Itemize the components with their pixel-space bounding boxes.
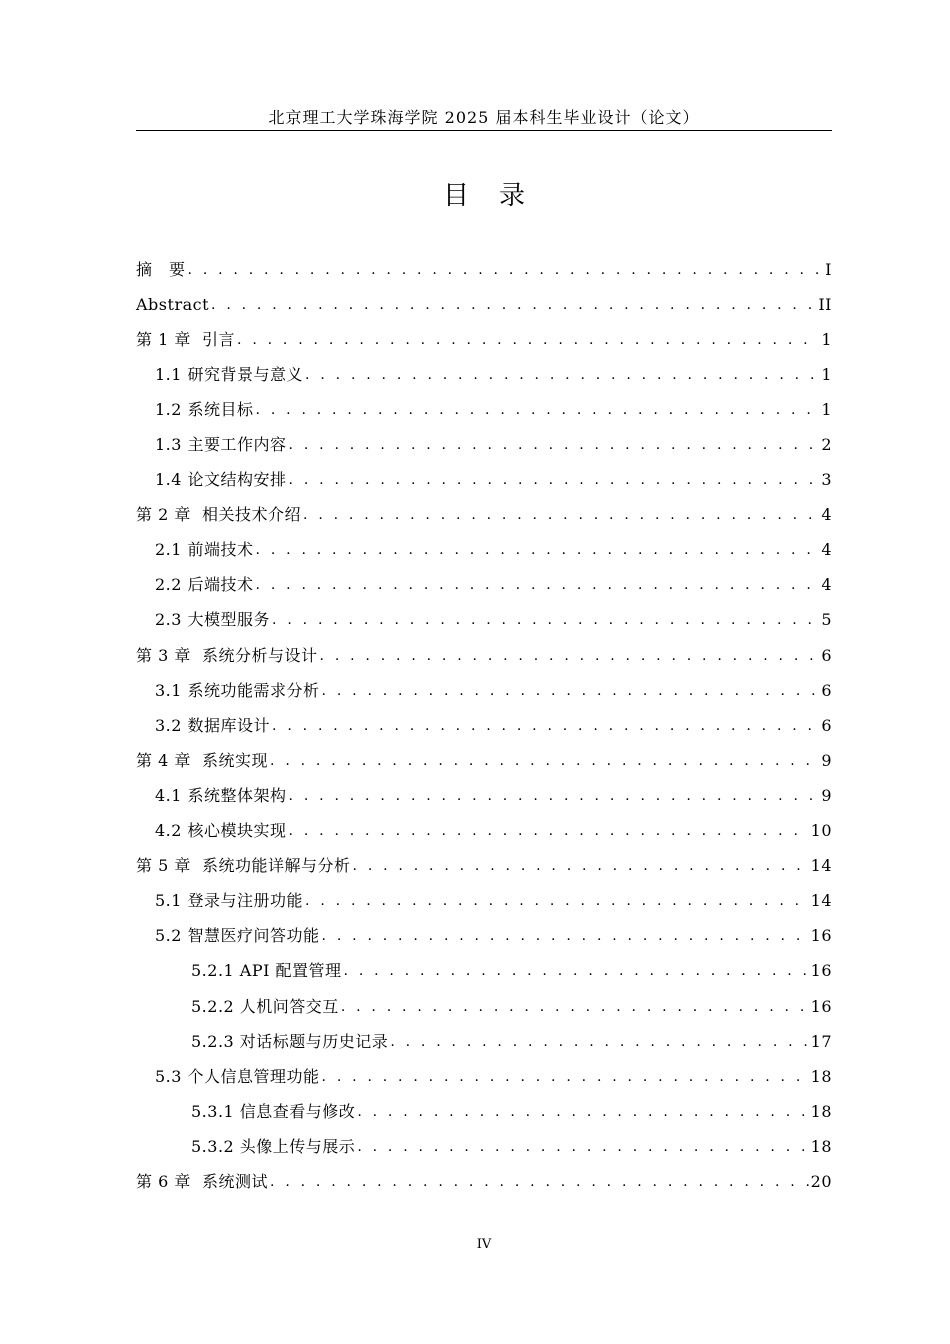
toc-entry-page: 2 xyxy=(821,435,832,455)
toc-entry-page: 18 xyxy=(810,1136,832,1156)
toc-entry-label: 4.1 系统整体架构 xyxy=(155,785,287,805)
toc-entry[interactable] xyxy=(136,287,832,322)
toc-entry-label: 第 1 章 引言 xyxy=(136,329,236,349)
toc-entry-page: I xyxy=(825,259,832,279)
toc-entry-label: 5.1 登录与注册功能 xyxy=(155,891,304,911)
dot-leader xyxy=(305,891,809,911)
toc-entry-label: Abstract xyxy=(136,294,210,314)
toc-entry-page: 4 xyxy=(821,540,832,560)
toc-entry[interactable] xyxy=(136,778,832,813)
dot-leader xyxy=(272,716,819,736)
toc-entry-page: 16 xyxy=(810,961,832,981)
toc-entry-label: 第 4 章 系统实现 xyxy=(136,750,269,770)
dot-leader xyxy=(211,295,816,315)
dot-leader xyxy=(322,1067,809,1087)
toc-entry[interactable] xyxy=(136,498,832,533)
toc-entry-page: 9 xyxy=(821,750,832,770)
dot-leader xyxy=(256,575,820,595)
dot-leader xyxy=(270,751,819,771)
dot-leader xyxy=(341,997,809,1017)
toc-entry-page: 1 xyxy=(821,329,832,349)
toc-entry-page: 3 xyxy=(821,470,832,490)
dot-leader xyxy=(237,330,819,350)
toc-entry[interactable] xyxy=(136,743,832,778)
dot-leader xyxy=(390,1032,808,1052)
toc-entry[interactable] xyxy=(136,1164,832,1199)
toc-entry-page: 5 xyxy=(821,610,832,630)
dot-leader xyxy=(289,470,820,490)
dot-leader xyxy=(256,540,820,560)
toc-entry-page: 4 xyxy=(821,505,832,525)
toc-entry-label: 4.2 核心模块实现 xyxy=(155,821,287,841)
toc-entry-label: 5.2.2 人机问答交互 xyxy=(191,996,339,1016)
dot-leader xyxy=(320,646,820,666)
toc-entry[interactable] xyxy=(136,1094,832,1129)
toc-entry[interactable] xyxy=(136,708,832,743)
toc-entry-page: II xyxy=(818,294,832,314)
toc-entry[interactable] xyxy=(136,322,832,357)
toc-entry-label: 5.3.1 信息查看与修改 xyxy=(191,1101,356,1121)
toc-entry-page: 10 xyxy=(810,821,832,841)
dot-leader xyxy=(289,435,820,455)
toc-entry-page: 6 xyxy=(821,645,832,665)
toc-entry-page: 14 xyxy=(810,891,832,911)
toc-entry[interactable] xyxy=(136,1129,832,1164)
dot-leader xyxy=(357,1137,808,1157)
toc-entry[interactable] xyxy=(136,427,832,462)
toc-entry-label: 1.1 研究背景与意义 xyxy=(155,364,304,384)
toc-entry-label: 3.2 数据库设计 xyxy=(155,715,271,735)
dot-leader xyxy=(305,365,819,385)
dot-leader xyxy=(303,505,819,525)
dot-leader xyxy=(289,821,809,841)
toc-entry[interactable] xyxy=(136,884,832,919)
toc-entry[interactable] xyxy=(136,533,832,568)
toc-entry-page: 16 xyxy=(810,996,832,1016)
toc-entry[interactable] xyxy=(136,1059,832,1094)
toc-entry-label: 2.2 后端技术 xyxy=(155,575,254,595)
toc-entry-page: 16 xyxy=(810,926,832,946)
toc-entry[interactable] xyxy=(136,1024,832,1059)
toc-entry[interactable] xyxy=(136,989,832,1024)
dot-leader xyxy=(256,400,820,420)
toc-entry[interactable] xyxy=(136,463,832,498)
toc-entry[interactable] xyxy=(136,357,832,392)
toc-entry[interactable] xyxy=(136,603,832,638)
toc-entry[interactable] xyxy=(136,919,832,954)
toc-entry-label: 2.3 大模型服务 xyxy=(155,610,271,630)
toc-entry-label: 第 2 章 相关技术介绍 xyxy=(136,505,302,525)
toc-entry-label: 1.2 系统目标 xyxy=(155,399,254,419)
toc-entry-label: 第 5 章 系统功能详解与分析 xyxy=(136,856,351,876)
dot-leader xyxy=(188,260,824,280)
toc-entry-label: 3.1 系统功能需求分析 xyxy=(155,680,320,700)
toc-entry-label: 5.3 个人信息管理功能 xyxy=(155,1066,320,1086)
toc-title: 目录 xyxy=(442,181,555,211)
toc-entry[interactable] xyxy=(136,814,832,849)
toc-entry-page: 6 xyxy=(821,680,832,700)
dot-leader xyxy=(357,1102,808,1122)
page-number: IV xyxy=(476,1237,492,1252)
table-of-contents xyxy=(136,252,832,1200)
toc-entry-label: 1.4 论文结构安排 xyxy=(155,470,287,490)
toc-entry-label: 第 6 章 系统测试 xyxy=(136,1171,269,1191)
toc-entry[interactable] xyxy=(136,638,832,673)
toc-entry-label: 5.2.3 对话标题与历史记录 xyxy=(191,1031,389,1051)
header-rule xyxy=(136,130,832,131)
dot-leader xyxy=(353,856,809,876)
dot-leader xyxy=(289,786,820,806)
toc-entry[interactable] xyxy=(136,849,832,884)
toc-entry-page: 6 xyxy=(821,715,832,735)
dot-leader xyxy=(344,961,809,981)
toc-entry-page: 1 xyxy=(821,364,832,384)
dot-leader xyxy=(270,1172,809,1192)
toc-entry[interactable] xyxy=(136,673,832,708)
toc-entry-page: 18 xyxy=(810,1066,832,1086)
toc-entry-page: 4 xyxy=(821,575,832,595)
toc-entry-label: 摘 要 xyxy=(136,259,186,279)
toc-entry-page: 18 xyxy=(810,1101,832,1121)
toc-entry-page: 20 xyxy=(810,1171,832,1191)
running-header: 北京理工大学珠海学院 2025 届本科生毕业设计（论文） xyxy=(268,108,700,127)
toc-entry-page: 1 xyxy=(821,399,832,419)
toc-entry[interactable] xyxy=(136,392,832,427)
dot-leader xyxy=(322,681,820,701)
toc-entry-page: 14 xyxy=(810,856,832,876)
toc-entry-label: 5.3.2 头像上传与展示 xyxy=(191,1136,356,1156)
toc-entry-label: 2.1 前端技术 xyxy=(155,540,254,560)
dot-leader xyxy=(322,926,809,946)
toc-entry-page: 9 xyxy=(821,785,832,805)
toc-entry-label: 5.2 智慧医疗问答功能 xyxy=(155,926,320,946)
toc-entry-label: 1.3 主要工作内容 xyxy=(155,435,287,455)
toc-entry-label: 第 3 章 系统分析与设计 xyxy=(136,645,318,665)
toc-entry[interactable] xyxy=(136,954,832,989)
dot-leader xyxy=(272,610,819,630)
toc-entry[interactable] xyxy=(136,252,832,287)
toc-entry-page: 17 xyxy=(810,1031,832,1051)
toc-entry[interactable] xyxy=(136,568,832,603)
toc-entry-label: 5.2.1 API 配置管理 xyxy=(191,961,342,981)
